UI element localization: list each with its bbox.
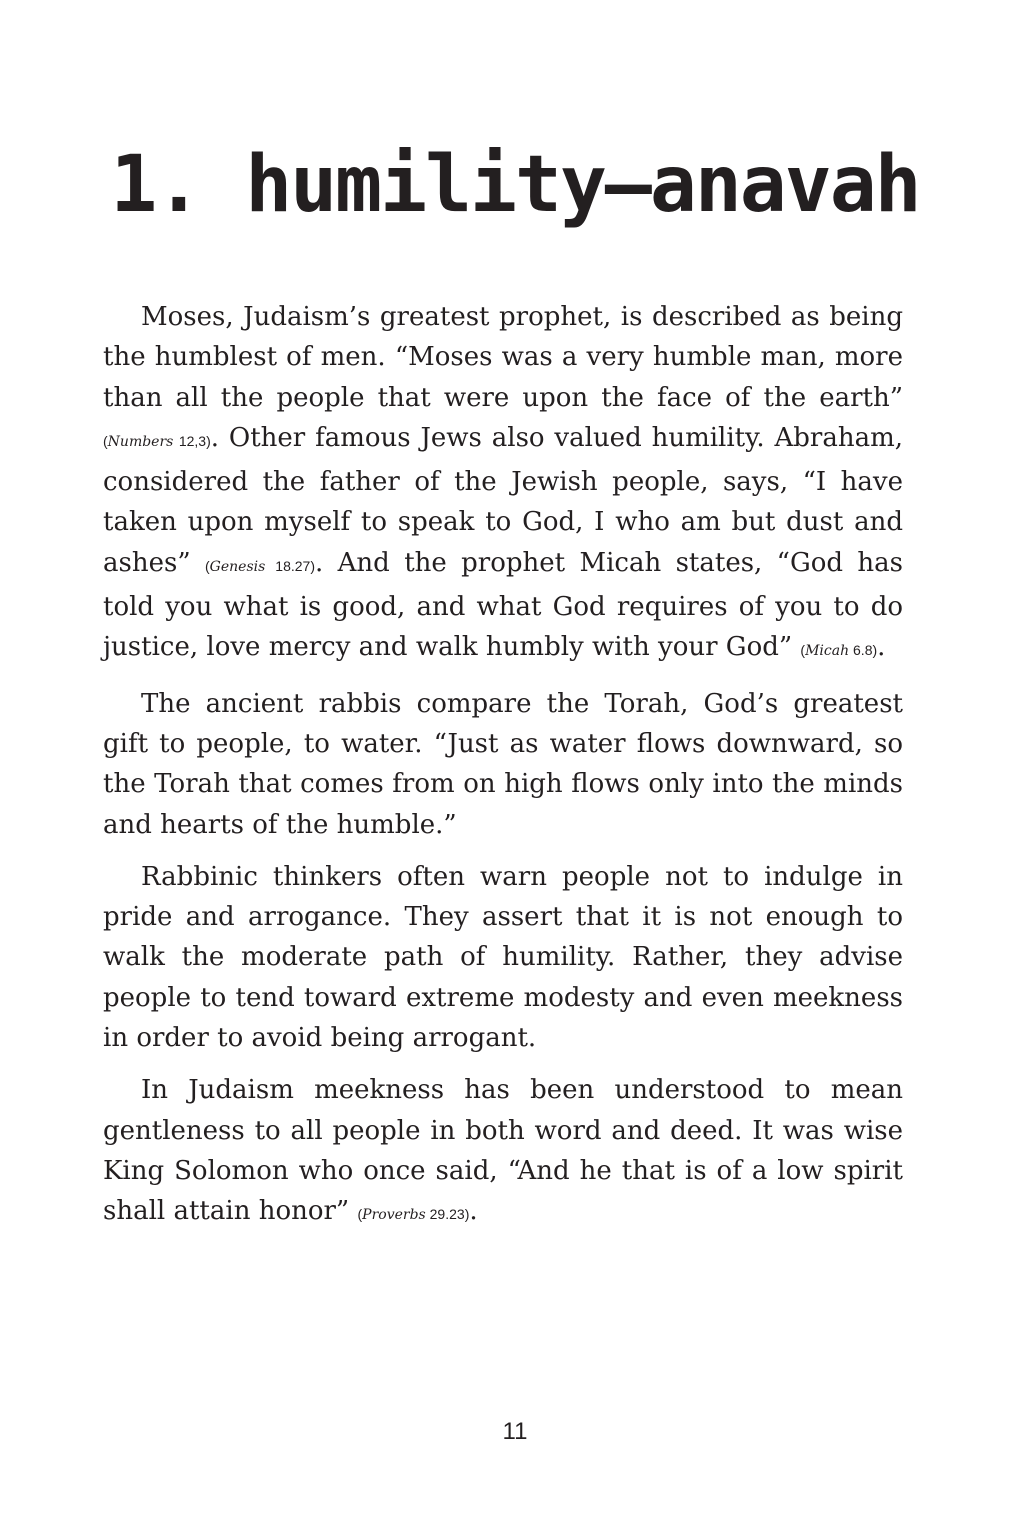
citation-micah: (Micah 6.8) xyxy=(800,642,878,660)
paragraph-2: The ancient rabbis compare the Torah, God’s greatest gift to people, to water. “Just as water flows downward, so the Torah that comes from on high flows only into the minds and hearts of the humble.” xyxy=(103,688,903,840)
citation-ref: 18.27 xyxy=(275,557,311,574)
paragraph-3: Rabbinic thinkers often warn people not to indulge in pride and arrogance. They assert that it is not enough to walk the moderate path of humility. Rather, they advise people to tend toward extreme modesty and even meekness in order to avoid being arrogant. xyxy=(103,861,903,1054)
citation-ref: 29.23 xyxy=(429,1206,465,1223)
citation-book: Proverbs xyxy=(362,1207,426,1224)
paragraph-1-text-c: And the prophet Micah states, “God has told you what is good, and what God requires of you to do justice, love mercy and walk humbly with your God” xyxy=(103,547,904,663)
chapter-title: 1. humility—anavah xyxy=(110,140,920,230)
paragraph-1-text-b: Other famous Jews also valued humility. Abraham, considered the father of the Jewish people, says, “I have taken upon myself to speak to God, I who am but dust and ashes” xyxy=(103,422,904,578)
paragraph-1-text-a: Moses, Judaism’s greatest prophet, is described as being the humblest of men. “Moses was a very humble man, more than all the people that were upon the face of the earth” xyxy=(103,302,903,413)
body-text xyxy=(103,297,903,1248)
citation-numbers: (Numbers 12,3) xyxy=(103,432,211,450)
citation-proverbs: (Proverbs 29.23) xyxy=(357,1206,470,1224)
citation-ref: 6.8 xyxy=(853,642,873,659)
citation-book: Micah xyxy=(805,643,850,660)
page-number: 11 xyxy=(502,1418,528,1445)
citation-book: Genesis xyxy=(209,558,266,575)
citation-ref: 12,3 xyxy=(178,432,207,449)
paragraph-4: In Judaism meekness has been understood to mean gentleness to all people in both word and deed. It was wise King Solomon who once said, “And he that is of a low spirit shall attain honor” (Proverbs 29.23). xyxy=(103,1075,903,1227)
citation-genesis: (Genesis 18.27) xyxy=(205,557,316,575)
citation-book: Numbers xyxy=(107,433,174,450)
paragraph-1: Moses, Judaism’s greatest prophet, is described as being the humblest of men. “Moses was a very humble man, more than all the people that were upon the face of the earth” (Numbers 12,3). Other famous Jews also valued humility. Abraham, considered the father of the Jewish people, says, “I have taken upon myself to speak to God, I who am but dust and ashes” (Genesis 18.27). And the prophet Micah states, “God has told you what is good, and what God requires of you to do justice, love mercy and walk humbly with your God” (Micah 6.8). xyxy=(103,302,904,663)
paragraph-4-text: In Judaism meekness has been understood to mean gentleness to all people in both word and deed. It was wise King Solomon who once said, “And he that is of a low spirit shall attain honor” xyxy=(103,1075,903,1227)
